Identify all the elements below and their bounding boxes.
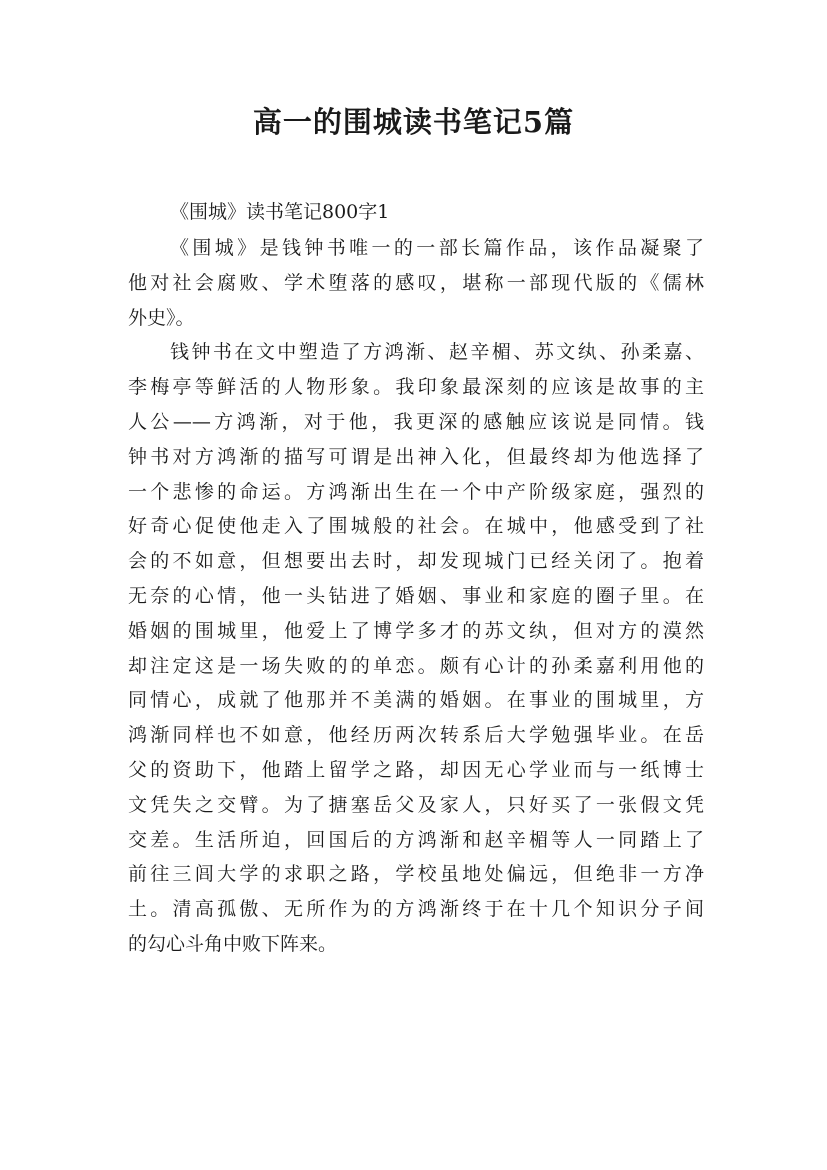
paragraph-line: 人公——方鸿渐，对于他，我更深的感触应该说是同情。钱 bbox=[128, 410, 704, 433]
paragraph-line: 文凭失之交臂。为了搪塞岳父及家人，只好买了一张假文凭 bbox=[128, 793, 704, 816]
paragraph-line: 婚姻的围城里，他爱上了博学多才的苏文纨，但对方的漠然 bbox=[128, 619, 704, 642]
paragraph-line: 钱钟书在文中塑造了方鸿渐、赵辛楣、苏文纨、孙柔嘉、 bbox=[170, 341, 704, 364]
paragraph-line: 的勾心斗角中败下阵来。 bbox=[128, 932, 338, 955]
paragraph-line: 鸿渐同样也不如意，他经历两次转系后大学勉强毕业。在岳 bbox=[128, 724, 704, 747]
paragraph-line: 钟书对方鸿渐的描写可谓是出神入化，但最终却为他选择了 bbox=[128, 445, 704, 468]
paragraph-line: 却注定这是一场失败的的单恋。颇有心计的孙柔嘉利用他的 bbox=[128, 654, 704, 677]
paragraph-line: 同情心，成就了他那并不美满的婚姻。在事业的围城里，方 bbox=[128, 689, 704, 712]
paragraph-line: 父的资助下，他踏上留学之路，却因无心学业而与一纸博士 bbox=[128, 758, 704, 781]
section-heading: 《围城》读书笔记800字1 bbox=[170, 201, 390, 223]
paragraph-line: 前往三闾大学的求职之路，学校虽地处偏远，但绝非一方净 bbox=[128, 863, 704, 886]
paragraph-line: 外史》。 bbox=[128, 306, 195, 329]
paragraph-line: 无奈的心情，他一头钻进了婚姻、事业和家庭的圈子里。在 bbox=[128, 584, 704, 607]
body-text bbox=[128, 231, 704, 962]
paragraph-line: 好奇心促使他走入了围城般的社会。在城中，他感受到了社 bbox=[128, 515, 704, 538]
paragraph-line: 交差。生活所迫，回国后的方鸿渐和赵辛楣等人一同踏上了 bbox=[128, 828, 704, 851]
paragraph-line: 一个悲惨的命运。方鸿渐出生在一个中产阶级家庭，强烈的 bbox=[128, 480, 704, 503]
paragraph-line: 会的不如意，但想要出去时，却发现城门已经关闭了。抱着 bbox=[128, 550, 704, 573]
paragraph-line: 李梅亭等鲜活的人物形象。我印象最深刻的应该是故事的主 bbox=[128, 376, 704, 399]
document-title: 高一的围城读书笔记5篇 bbox=[252, 105, 575, 139]
paragraph-2 bbox=[128, 335, 704, 961]
paragraph-line: 《围城》是钱钟书唯一的一部长篇作品，该作品凝聚了 bbox=[170, 237, 704, 259]
paragraph-1 bbox=[128, 231, 704, 335]
paragraph-line: 他对社会腐败、学术堕落的感叹，堪称一部现代版的《儒林 bbox=[128, 271, 704, 294]
paragraph-line: 土。清高孤傲、无所作为的方鸿渐终于在十几个知识分子间 bbox=[128, 898, 704, 921]
